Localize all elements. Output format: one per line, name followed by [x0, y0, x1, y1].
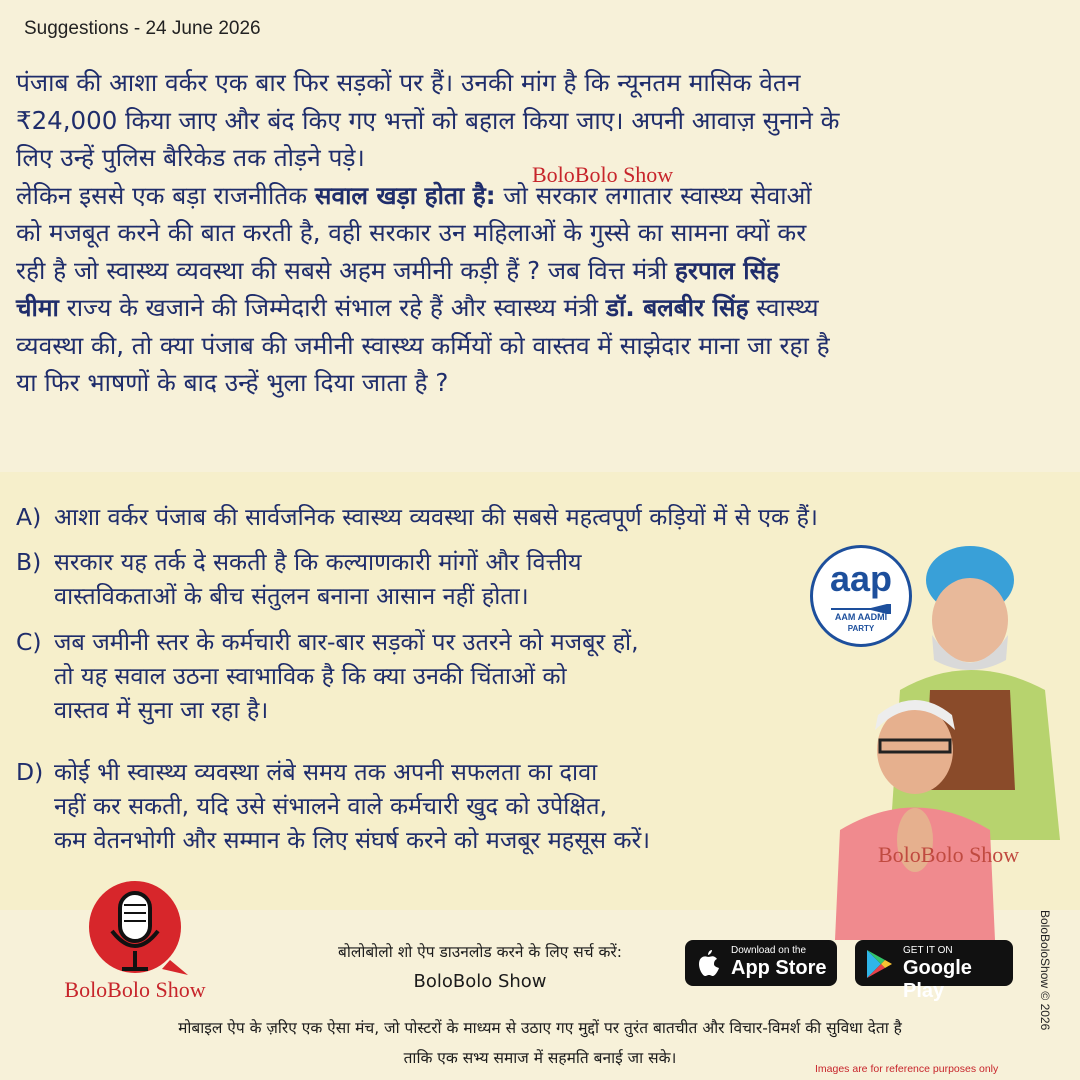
bolobolo-logo: [50, 875, 220, 1005]
intro-line: रही है जो स्वास्थ्य व्यवस्था की सबसे अहम जमीनी कड़ी हैं ? जब वित्त मंत्री हरपाल सिंह: [16, 255, 780, 285]
intro-line: पंजाब की आशा वर्कर एक बार फिर सड़कों पर हैं। उनकी मांग है कि न्यूनतम मासिक वेतन: [16, 68, 801, 97]
party-logo: aap AAM AADMI PARTY: [810, 545, 912, 647]
highlight-question: सवाल खड़ा होता है:: [314, 180, 496, 210]
intro-line: चीमा राज्य के खजाने की जिम्मेदारी संभाल रहे हैं और स्वास्थ्य मंत्री डॉ. बलबीर सिंह स्वास्थ्य: [16, 293, 819, 322]
intro-line: लिए उन्हें पुलिस बैरिकेड तक तोड़ने पड़े।: [16, 143, 365, 172]
microphone-icon: [50, 875, 220, 980]
intro-line: या फिर भाषणों के बाद उन्हें भुला दिया जाता है ?: [16, 368, 449, 397]
option-c: C) जब जमीनी स्तर के कर्मचारी बार-बार सड़कों पर उतरने को मजबूर हों, तो यह सवाल उठना स्वाभाविक है कि क्या उनकी चिंताओं को वास्तव में सुना जा रहा है।: [16, 628, 639, 724]
search-instruction: बोलोबोलो शो ऐप डाउनलोड करने के लिए सर्च करें: BoloBolo Show: [296, 937, 664, 997]
intro-line: व्यवस्था की, तो क्या पंजाब की जमीनी स्वास्थ्य कर्मियों को वास्तव में साझेदार माना जा रहा है: [16, 330, 830, 360]
intro-line: लेकिन इससे एक बड़ा राजनीतिक सवाल खड़ा होता है: जो सरकार लगातार स्वास्थ्य सेवाओं: [16, 180, 812, 210]
date-label: Suggestions - 24 June 2026: [24, 18, 261, 39]
option-b: B) सरकार यह तर्क दे सकती है कि कल्याणकारी मांगों और वित्तीय वास्तविकताओं के बीच संतुलन बनाना आसान नहीं होता।: [16, 548, 582, 610]
option-d: D) कोई भी स्वास्थ्य व्यवस्था लंबे समय तक अपनी सफलता का दावा नहीं कर सकती, यदि उसे संभालने वाले कर्मचारी खुद को उपेक्षित, कम वेतनभोगी और सम्मान के लिए संघर्ष करने को मजबूर महसूस करें।: [16, 758, 651, 854]
watermark: BoloBolo Show: [532, 162, 674, 187]
watermark: BoloBolo Show: [878, 842, 1020, 867]
intro-text: [16, 64, 1066, 402]
app-name: BoloBolo Show: [413, 971, 547, 992]
logo-label: BoloBolo Show: [64, 977, 206, 1002]
app-store-button[interactable]: Download on the App Store: [685, 940, 837, 986]
apple-icon: [697, 949, 721, 977]
option-a: A) आशा वर्कर पंजाब की सार्वजनिक स्वास्थ्य व्यवस्था की सबसे महत्वपूर्ण कड़ियों में से एक हैं।: [16, 503, 818, 531]
intro-line: ₹24,000 किया जाए और बंद किए गए भत्तों को बहाल किया जाए। अपनी आवाज़ सुनाने के: [16, 105, 840, 135]
highlight-name: चीमा: [16, 293, 59, 322]
copyright-label: BoloBoloShow © 2026: [1038, 910, 1052, 1031]
footer-description: मोबाइल ऐप के ज़रिए एक ऐसा मंच, जो पोस्टरों के माध्यम से उठाए गए मुद्दों पर तुरंत बातचीत और विचार-विमर्श की सुविधा देता है ताकि एक सभ्य समाज में सहमति बनाई जा सके।: [178, 1019, 902, 1067]
google-play-button[interactable]: GET IT ON Google Play: [855, 940, 1013, 986]
highlight-name: डॉ. बलबीर सिंह: [605, 293, 749, 322]
intro-line: को मजबूत करने की बात करती है, वही सरकार उन महिलाओं के गुस्से का सामना क्यों कर: [16, 218, 807, 247]
google-play-icon: [865, 949, 893, 979]
reference-note: Images are for reference purposes only: [815, 1063, 999, 1075]
highlight-name: हरपाल सिंह: [674, 255, 780, 285]
